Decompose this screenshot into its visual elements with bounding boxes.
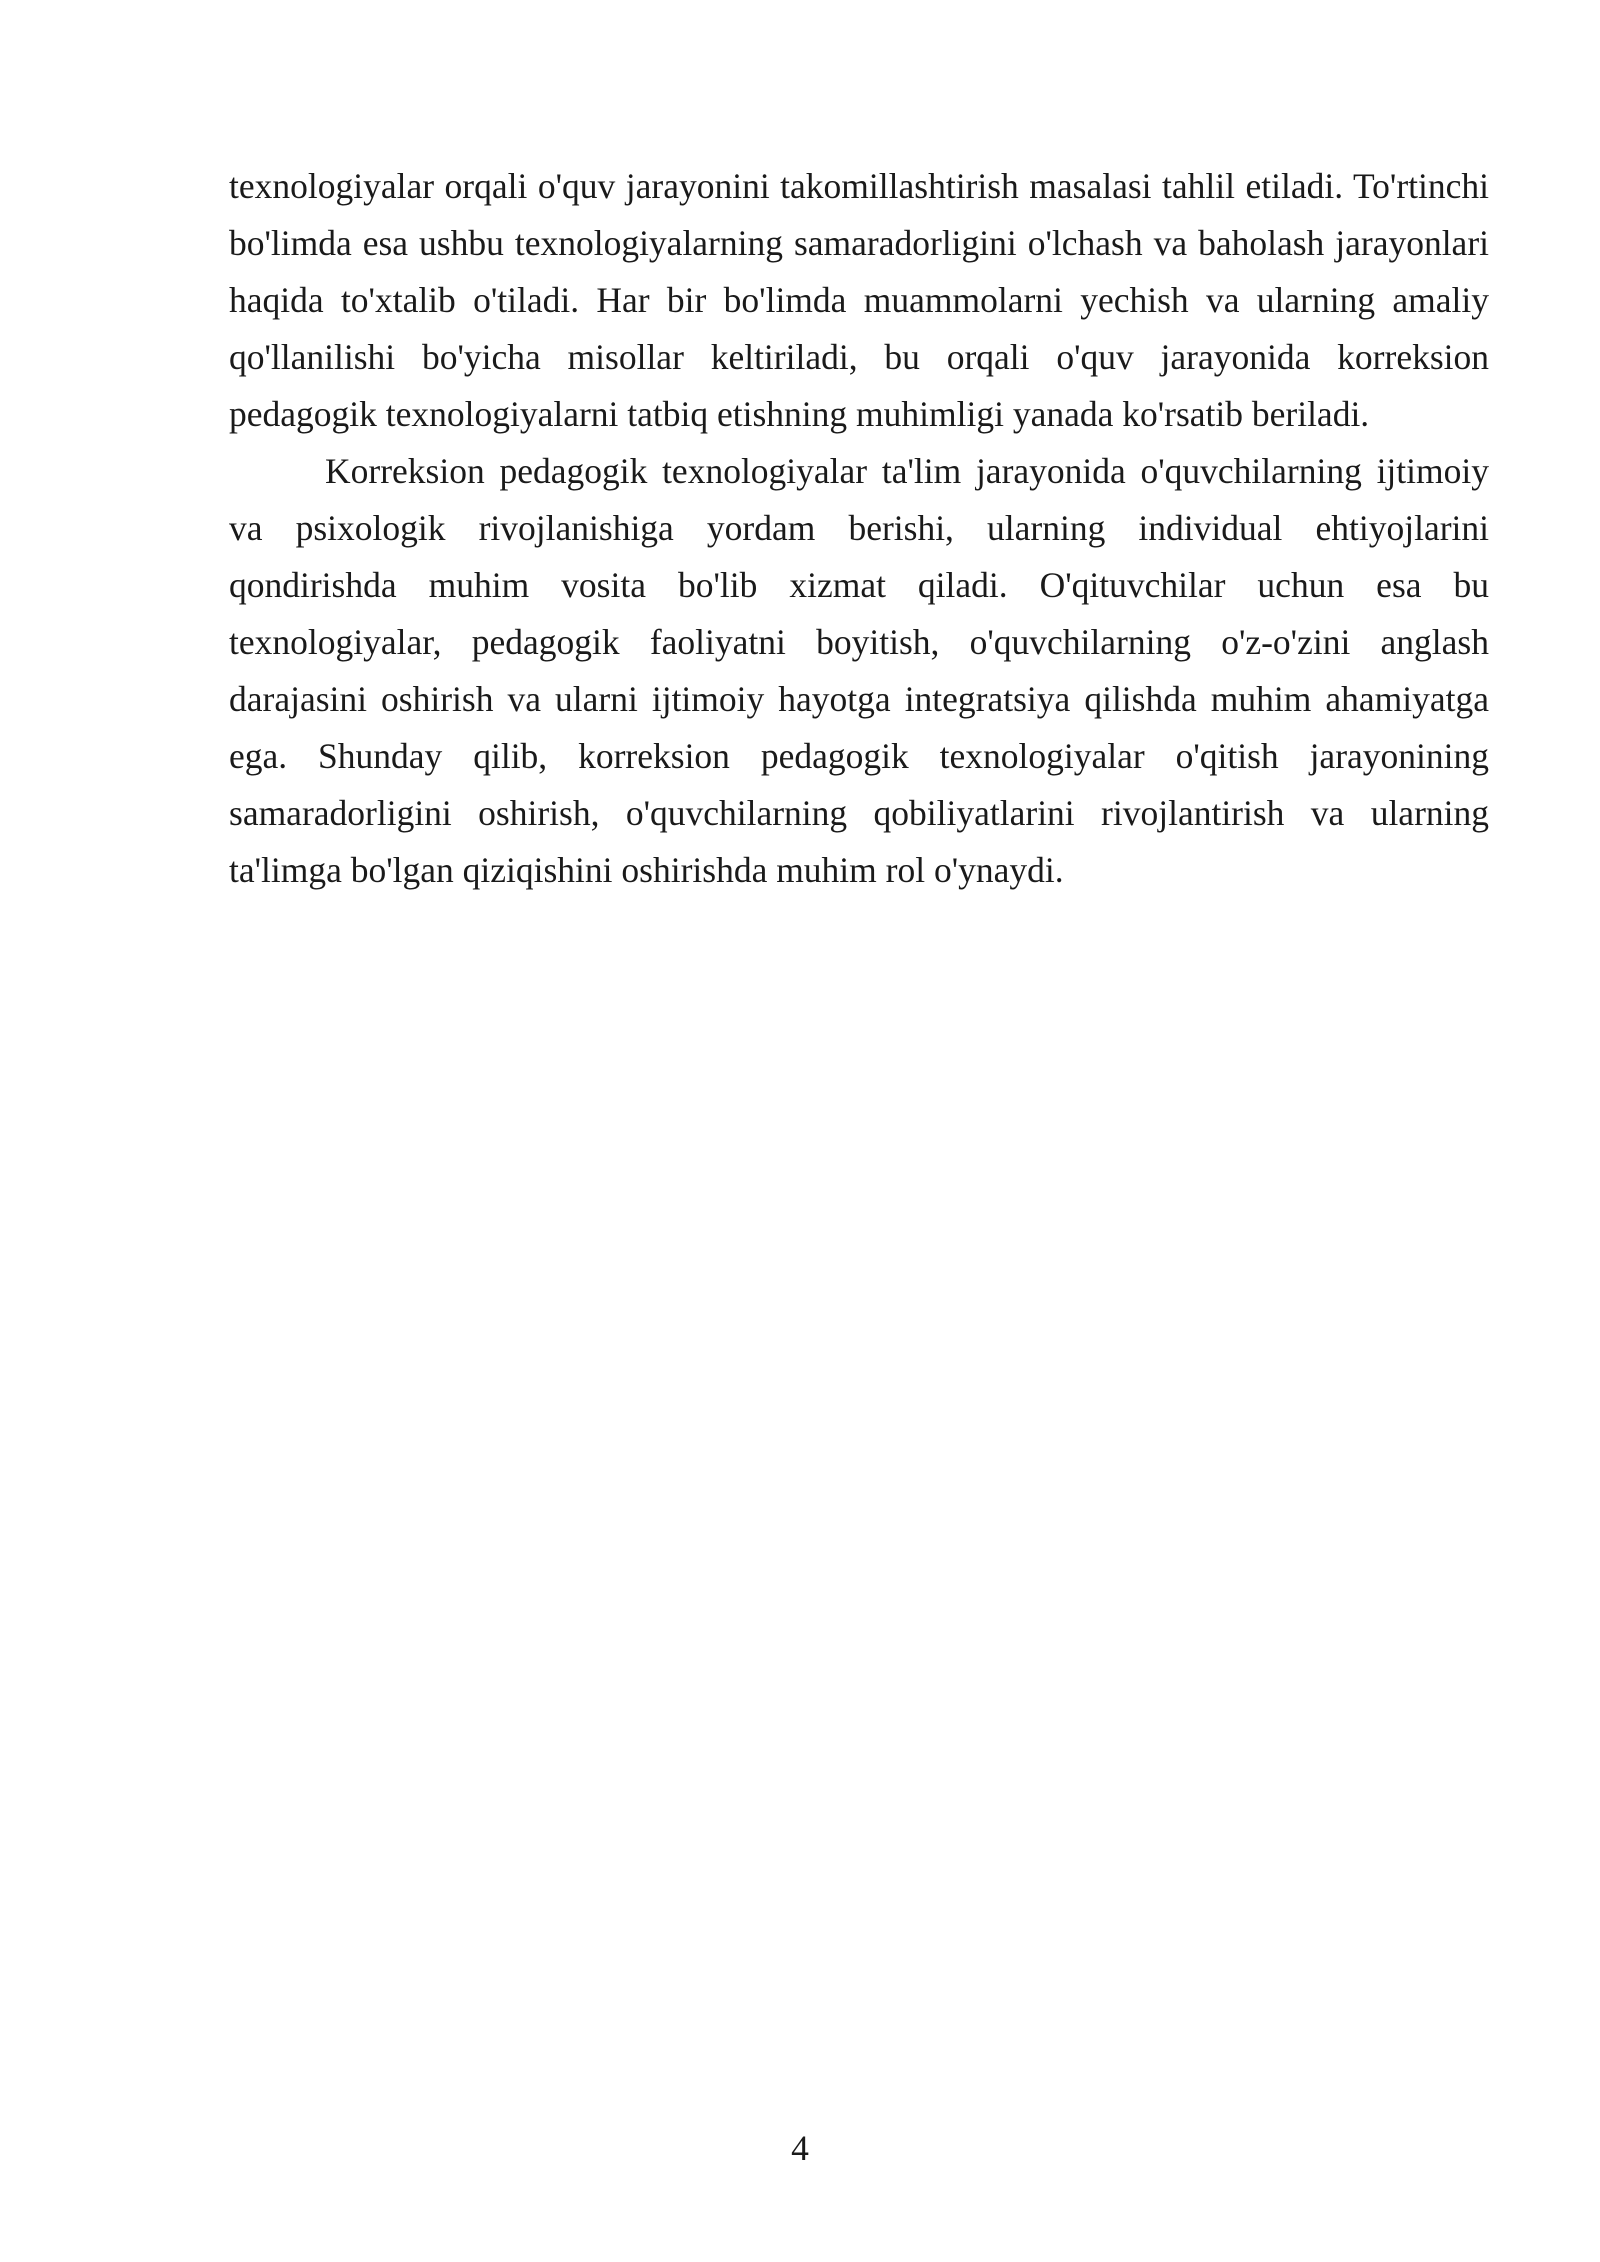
- page-number: 4: [791, 2128, 809, 2168]
- paragraph-continuation: texnologiyalar orqali o'quv jarayonini takomillashtirish masalasi tahlil etiladi. To'rtinchi bo'limda esa ushbu texnologiyalarning samaradorligini o'lchash va baholash jarayonlari haqida to'xtalib o'tiladi. Har bir bo'limda muammolarni yechish va ularning amaliy qo'llanilishi bo'yicha misollar keltiriladi, bu orqali o'quv jarayonida korreksion pedagogik texnologiyalarni tatbiq etishning muhimligi yanada ko'rsatib beriladi.: [229, 166, 1489, 434]
- document-body: [229, 158, 1489, 899]
- paragraph-conclusion: Korreksion pedagogik texnologiyalar ta'lim jarayonida o'quvchilarning ijtimoiy va psixologik rivojlanishiga yordam berishi, ularning individual ehtiyojlarini qondirishda muhim vosita bo'lib xizmat qiladi. O'qituvchilar uchun esa bu texnologiyalar, pedagogik faoliyatni boyitish, o'quvchilarning o'z-o'zini anglash darajasini oshirish va ularni ijtimoiy hayotga integratsiya qilishda muhim ahamiyatga ega. Shunday qilib, korreksion pedagogik texnologiyalar o'qitish jarayonining samaradorligini oshirish, o'quvchilarning qobiliyatlarini rivojlantirish va ularning ta'limga bo'lgan qiziqishini oshirishda muhim rol o'ynaydi.: [229, 451, 1489, 890]
